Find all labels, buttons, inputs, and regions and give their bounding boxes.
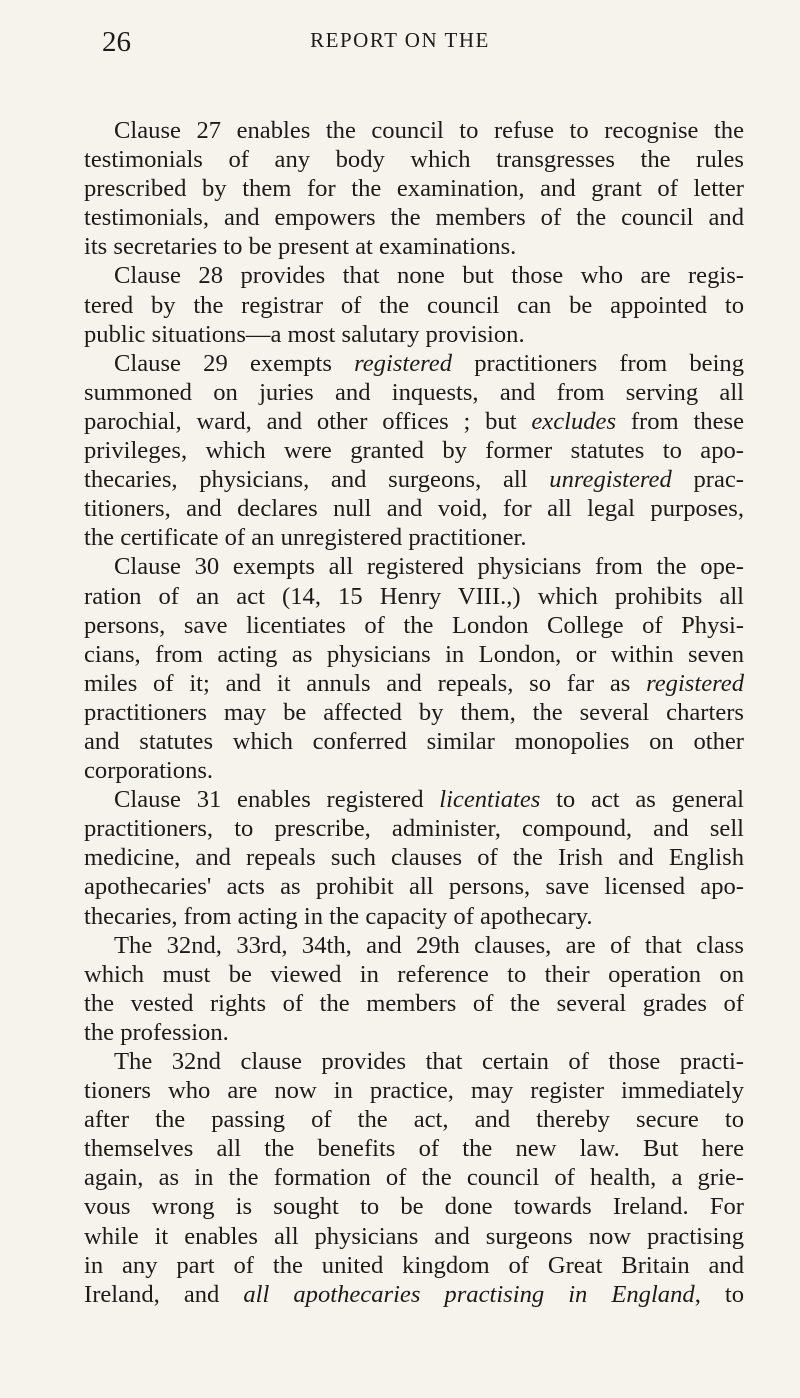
page-header — [0, 26, 800, 66]
text-line: Clause 31 enables registered licentiates to act as general — [114, 786, 744, 814]
text-line: apothecaries' acts as prohibit all persons, save licensed apo- — [84, 873, 744, 901]
text-line: medicine, and repeals such clauses of the Irish and English — [84, 844, 744, 872]
text-line: themselves all the benefits of the new law. But here — [84, 1135, 744, 1163]
text-line: corporations. — [84, 757, 214, 785]
text-line: miles of it; and it annuls and repeals, so far as registered — [84, 669, 744, 697]
text-line: practitioners may be affected by them, the several charters — [84, 698, 744, 726]
text-line: which must be viewed in reference to their operation on — [84, 960, 744, 988]
italic-phrase: registered — [354, 349, 453, 377]
running-head: REPORT ON THE — [310, 28, 490, 52]
text-line: privileges, which were granted by former statutes to apo- — [84, 437, 744, 465]
text-line: prescribed by them for the examination, and grant of letter — [84, 175, 744, 203]
text-line: The 32nd clause provides that certain of those practi- — [114, 1048, 744, 1075]
page-number: 26 — [102, 26, 131, 58]
text-line: summoned on juries and inquests, and from serving all — [84, 378, 744, 406]
text-line: public situations—a most salutary provision. — [84, 320, 525, 348]
text-line: and statutes which conferred similar monopolies on other — [84, 727, 744, 755]
text-line: after the passing of the act, and thereby secure to — [84, 1106, 744, 1134]
text-line: cians, from acting as physicians in London, or within seven — [84, 640, 744, 668]
text-line: Ireland, and all apothecaries practising in England, to — [84, 1280, 744, 1308]
text-line: The 32nd, 33rd, 34th, and 29th clauses, are of that class — [114, 931, 744, 959]
text-line: practitioners, to prescribe, administer, compound, and sell — [84, 815, 744, 843]
text-line: testimonials, and empowers the members of the council and — [84, 204, 744, 232]
body-text — [84, 116, 744, 1309]
italic-phrase: unregistered — [549, 466, 672, 494]
text-line: the vested rights of the members of the several grades of — [84, 989, 744, 1017]
text-line: again, as in the formation of the council of health, a grie- — [84, 1164, 744, 1192]
text-line: Clause 27 enables the council to refuse to recognise the — [114, 117, 744, 144]
italic-phrase: licentiates — [439, 786, 541, 814]
italic-phrase: all apothecaries practising in England — [243, 1280, 695, 1308]
italic-phrase: registered — [646, 669, 744, 697]
text-line: its secretaries to be present at examinations. — [84, 233, 517, 261]
text-line: Clause 28 provides that none but those who are regis- — [114, 262, 744, 290]
italic-phrase: excludes — [531, 407, 617, 435]
text-line: the profession. — [84, 1018, 229, 1046]
text-line: vous wrong is sought to be done towards Ireland. For — [84, 1193, 744, 1221]
text-line: ration of an act (14, 15 Henry VIII.,) which prohibits all — [84, 582, 744, 610]
text-line: tioners who are now in practice, may register immediately — [84, 1077, 744, 1105]
text-line: tered by the registrar of the council can be appointed to — [84, 291, 744, 319]
text-line: Clause 29 exempts registered practitioners from being — [114, 349, 744, 377]
text-line: parochial, ward, and other offices ; but excludes from these — [84, 407, 744, 435]
text-line: in any part of the united kingdom of Great Britain and — [84, 1251, 744, 1279]
text-line: persons, save licentiates of the London College of Physi- — [84, 611, 744, 639]
text-line: while it enables all physicians and surgeons now practising — [84, 1222, 744, 1250]
text-line: the certificate of an unregistered practitioner. — [84, 524, 527, 552]
text-line: titioners, and declares null and void, for all legal purposes, — [84, 495, 744, 523]
text-line: thecaries, from acting in the capacity of apothecary. — [84, 902, 593, 930]
text-line: testimonials of any body which transgresses the rules — [84, 146, 744, 174]
text-line: Clause 30 exempts all registered physicians from the ope- — [114, 553, 744, 581]
text-line: thecaries, physicians, and surgeons, all unregistered prac- — [84, 466, 744, 494]
